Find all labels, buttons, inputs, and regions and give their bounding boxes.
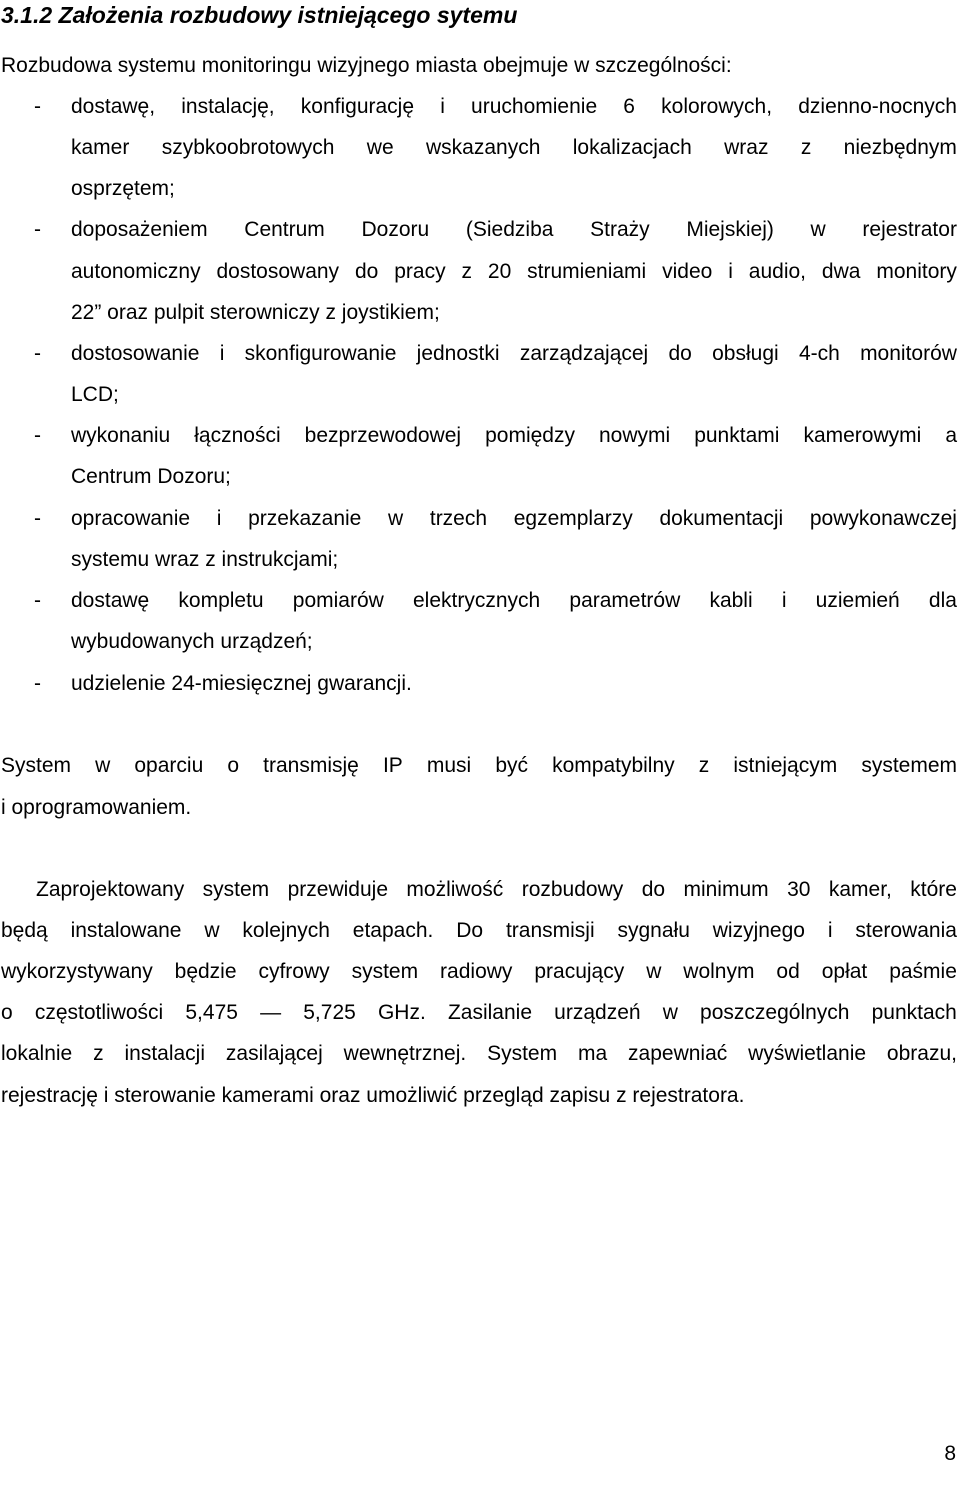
word: kompatybilny <box>552 754 675 777</box>
word: sygnału <box>617 919 690 942</box>
word: istniejącym <box>733 754 838 777</box>
word: w <box>95 754 111 777</box>
word: zasilającej <box>225 1042 323 1065</box>
word: skonfigurowanie <box>244 342 397 365</box>
word: rejestrator <box>862 218 957 241</box>
word: Do <box>456 919 484 942</box>
word: sterowania <box>855 919 957 942</box>
word: System <box>1 754 72 777</box>
word: System <box>487 1042 558 1065</box>
word: nowymi <box>599 424 671 447</box>
word: transmisję <box>263 754 359 777</box>
word: dokumentacji <box>659 507 784 530</box>
word: i <box>781 589 787 612</box>
word: punktach <box>871 1001 957 1024</box>
word: cyfrowy <box>258 960 330 983</box>
word: system <box>351 960 419 983</box>
word: będą <box>1 919 48 942</box>
word: zapewniać <box>628 1042 728 1065</box>
word: być <box>495 754 528 777</box>
word: o <box>227 754 240 777</box>
word: transmisji <box>505 919 595 942</box>
word: kamer <box>71 136 130 159</box>
word: strumieniami <box>527 260 647 283</box>
word: obsługi <box>712 342 779 365</box>
word: częstotliwości <box>34 1001 164 1024</box>
word: a <box>945 424 957 447</box>
word: w <box>646 960 662 983</box>
word: 6 <box>623 95 635 118</box>
word: wewnętrznej. <box>343 1042 467 1065</box>
word: pomiędzy <box>485 424 575 447</box>
word: audio, <box>748 260 807 283</box>
word: dzienno-nocnych <box>798 95 957 118</box>
list-item-line <box>71 134 957 162</box>
word: 4-ch <box>798 342 840 365</box>
word: instalowane <box>70 919 182 942</box>
word: jednostki <box>416 342 500 365</box>
word: łączności <box>194 424 281 447</box>
word: pracy <box>394 260 446 283</box>
word: opłat <box>821 960 868 983</box>
word: 5,475 <box>185 1001 238 1024</box>
bullet-dash: - <box>34 342 41 365</box>
word: ma <box>577 1042 608 1065</box>
word: IP <box>382 754 403 777</box>
paragraph-line <box>36 876 957 904</box>
word: opracowanie <box>71 507 191 530</box>
word: wizyjnego <box>712 919 805 942</box>
word: do <box>354 260 379 283</box>
word: egzemplarzy <box>513 507 633 530</box>
word: dwa <box>821 260 861 283</box>
word: lokalizacjach <box>572 136 692 159</box>
word: lokalnie <box>1 1042 73 1065</box>
paragraph-line <box>1 999 957 1027</box>
list-item-line: systemu wraz z instrukcjami; <box>71 548 339 571</box>
word: uruchomienie <box>471 95 598 118</box>
word: kolejnych <box>242 919 330 942</box>
word: przekazanie <box>248 507 362 530</box>
word: dostosowanie <box>71 342 200 365</box>
paragraph-line <box>1 752 957 780</box>
word: 5,725 <box>303 1001 356 1024</box>
word: i <box>219 342 225 365</box>
word: wskazanych <box>426 136 541 159</box>
word: Dozoru <box>361 218 430 241</box>
paragraph-line <box>1 958 957 986</box>
word: w <box>388 507 404 530</box>
paragraph-line <box>1 917 957 945</box>
word: pracujący <box>534 960 625 983</box>
word: w <box>810 218 826 241</box>
intro-line: Rozbudowa systemu monitoringu wizyjnego miasta obejmuje w szczególności: <box>1 54 732 77</box>
word: doposażeniem <box>71 218 208 241</box>
word: monitorów <box>860 342 957 365</box>
word: rozbudowy <box>521 878 624 901</box>
word: obrazu, <box>886 1042 957 1065</box>
word: przewiduje <box>287 878 388 901</box>
word: 30 <box>787 878 811 901</box>
bullet-dash: - <box>34 424 41 447</box>
word: — <box>260 1001 282 1024</box>
word: Straży <box>590 218 650 241</box>
word: autonomiczny <box>71 260 201 283</box>
word: paśmie <box>889 960 957 983</box>
word: urządzeń <box>554 1001 641 1024</box>
word: o <box>1 1001 13 1024</box>
word: instalację, <box>181 95 275 118</box>
list-item-line <box>71 505 957 533</box>
word: poszczególnych <box>700 1001 850 1024</box>
word: wykonaniu <box>71 424 171 447</box>
list-item-line <box>71 216 957 244</box>
list-item-line: 22” oraz pulpit sterowniczy z joystikiem; <box>71 301 440 324</box>
list-item-line <box>71 422 957 450</box>
word: i <box>728 260 733 283</box>
word: kamer, <box>828 878 892 901</box>
bullet-dash: - <box>34 672 41 695</box>
word: dla <box>928 589 957 612</box>
word: Zaprojektowany <box>36 878 185 901</box>
word: kolorowych, <box>661 95 773 118</box>
word: etapach. <box>352 919 434 942</box>
word: oparciu <box>134 754 204 777</box>
paragraph-line: i oprogramowaniem. <box>1 796 192 819</box>
word: punktami <box>694 424 780 447</box>
list-item-line: LCD; <box>71 383 119 406</box>
list-item-line <box>71 587 957 615</box>
word: kabli <box>709 589 753 612</box>
word: GHz. <box>377 1001 426 1024</box>
word: system <box>202 878 270 901</box>
word: Zasilanie <box>447 1001 533 1024</box>
word: dostawę, <box>71 95 156 118</box>
word: z <box>461 260 472 283</box>
word: możliwość <box>406 878 504 901</box>
word: w <box>662 1001 678 1024</box>
list-item-line: Centrum Dozoru; <box>71 465 231 488</box>
bullet-dash: - <box>34 218 41 241</box>
section-heading: 3.1.2 Założenia rozbudowy istniejącego sytemu <box>1 2 518 28</box>
word: we <box>366 136 394 159</box>
word: uziemień <box>815 589 900 612</box>
word: od <box>776 960 800 983</box>
word: elektrycznych <box>413 589 541 612</box>
word: do <box>641 878 666 901</box>
word: konfigurację <box>300 95 415 118</box>
list-item-line: udzielenie 24-miesięcznej gwarancji. <box>71 672 412 695</box>
word: i <box>216 507 222 530</box>
word: i <box>440 95 445 118</box>
word: do <box>668 342 692 365</box>
list-item-line: osprzętem; <box>71 177 175 200</box>
word: powykonawczej <box>809 507 957 530</box>
word: monitory <box>876 260 957 283</box>
word: radiowy <box>440 960 513 983</box>
word: 20 <box>487 260 512 283</box>
word: video <box>662 260 713 283</box>
word: w <box>204 919 220 942</box>
word: (Siedziba <box>465 218 554 241</box>
word: instalacji <box>124 1042 206 1065</box>
word: parametrów <box>569 589 681 612</box>
word: kamerowymi <box>803 424 922 447</box>
word: Centrum <box>244 218 325 241</box>
word: trzech <box>429 507 488 530</box>
word: wykorzystywany <box>1 960 153 983</box>
bullet-dash: - <box>34 589 41 612</box>
list-item-line <box>71 340 957 368</box>
word: kompletu <box>178 589 264 612</box>
word: dostosowany <box>216 260 340 283</box>
word: Miejskiej) <box>686 218 774 241</box>
word: minimum <box>683 878 769 901</box>
word: z <box>93 1042 104 1065</box>
page-number: 8 <box>944 1442 956 1465</box>
list-item-line <box>71 258 957 286</box>
bullet-dash: - <box>34 95 41 118</box>
word: dostawę <box>71 589 150 612</box>
list-item-line: wybudowanych urządzeń; <box>71 630 313 653</box>
word: pomiarów <box>292 589 384 612</box>
list-item-line <box>71 93 957 121</box>
word: szybkoobrotowych <box>161 136 335 159</box>
word: wraz <box>724 136 769 159</box>
word: wyświetlanie <box>748 1042 867 1065</box>
word: będzie <box>174 960 237 983</box>
word: z <box>698 754 710 777</box>
word: musi <box>426 754 472 777</box>
word: niezbędnym <box>843 136 957 159</box>
word: i <box>827 919 833 942</box>
paragraph-line <box>1 1040 957 1068</box>
word: które <box>910 878 957 901</box>
paragraph-line: rejestrację i sterowanie kamerami oraz umożliwić przegląd zapisu z rejestratora. <box>1 1084 745 1107</box>
word: bezprzewodowej <box>304 424 462 447</box>
word: z <box>800 136 812 159</box>
word: systemem <box>861 754 957 777</box>
bullet-dash: - <box>34 507 41 530</box>
word: zarządzającej <box>519 342 649 365</box>
word: wolnym <box>683 960 755 983</box>
